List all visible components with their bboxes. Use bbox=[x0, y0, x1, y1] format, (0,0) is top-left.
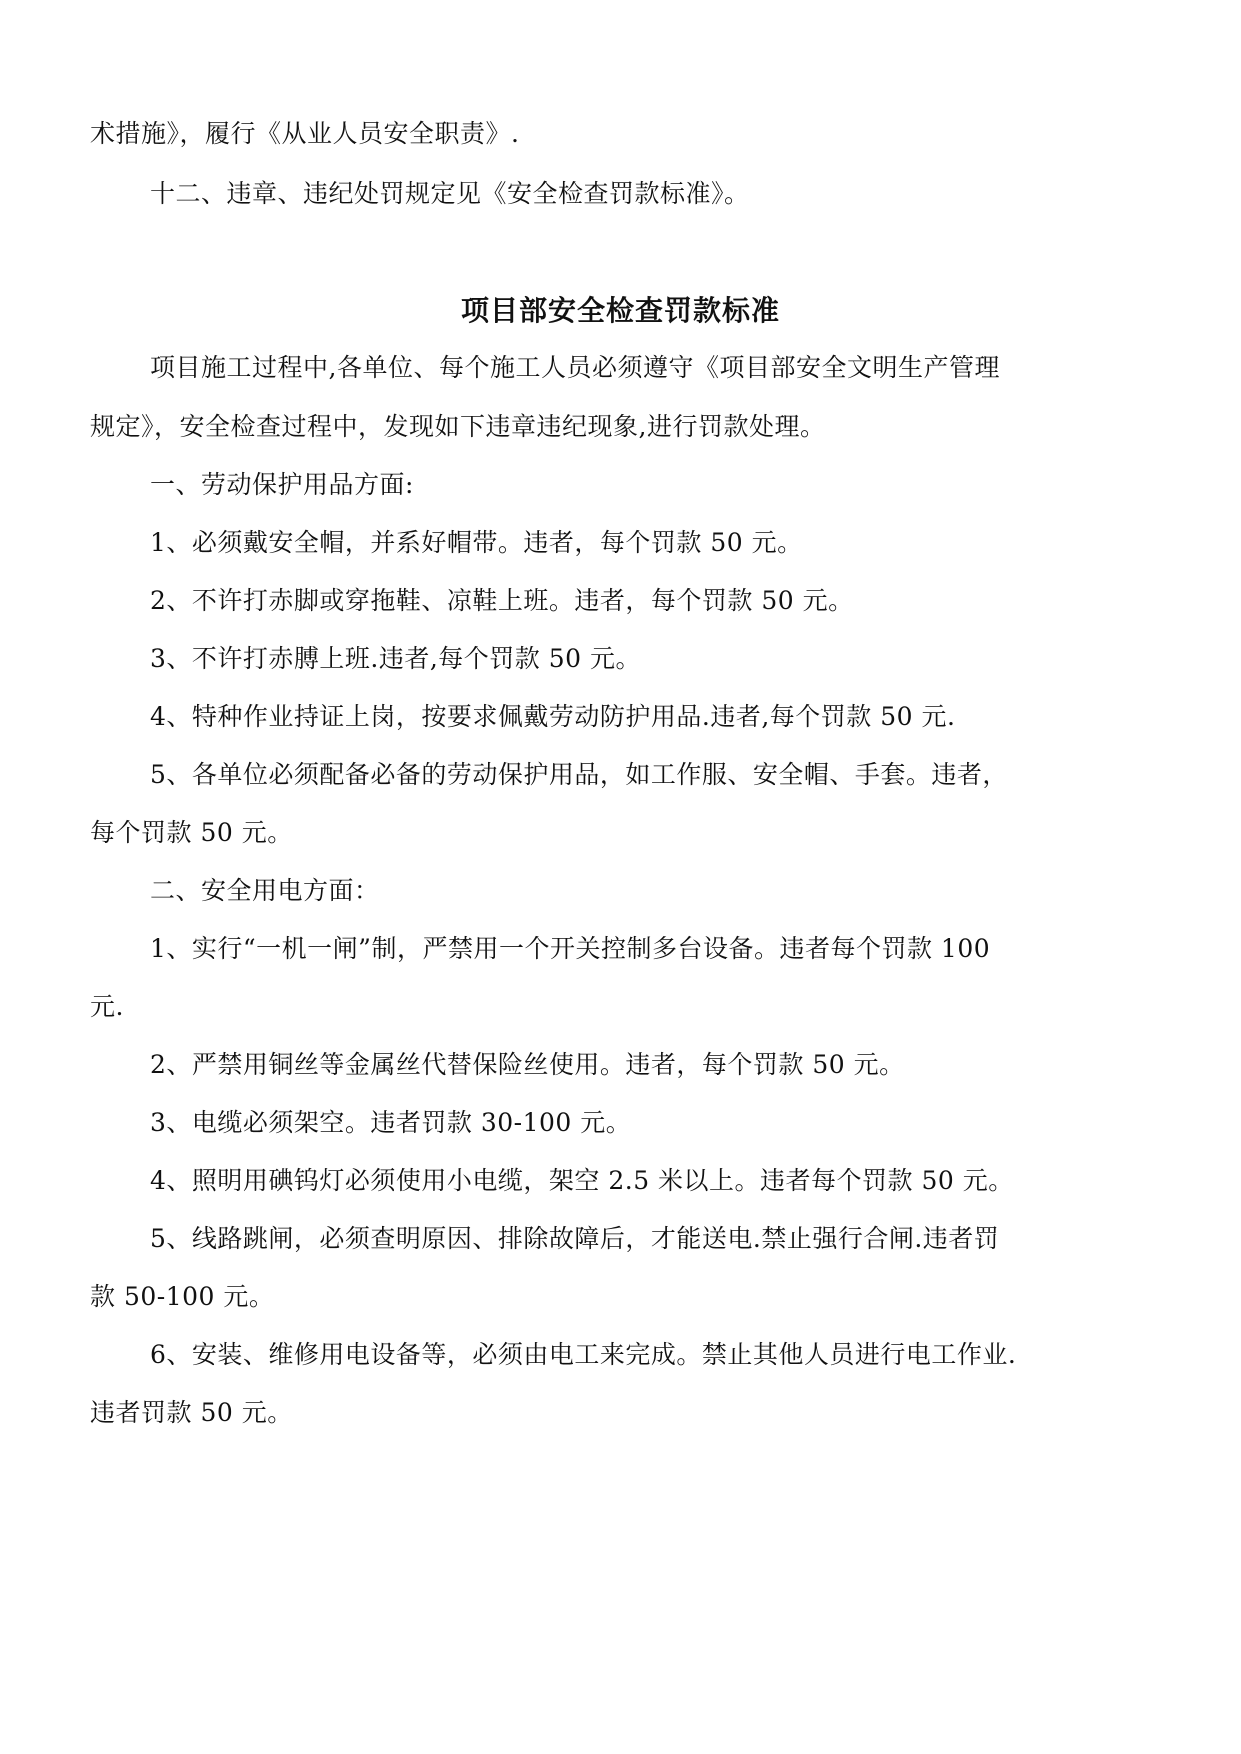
electric-item-3: 3、电缆必须架空。违者罚款 30-100 元。 bbox=[150, 1108, 632, 1137]
electric-item-5-line-1: 5、线路跳闸，必须查明原因、排除故障后，才能送电.禁止强行合闸.违者罚 bbox=[150, 1224, 1000, 1253]
electric-item-1-line-1: 1、实行“一机一闸”制，严禁用一个开关控制多台设备。违者每个罚款 100 bbox=[150, 934, 991, 963]
intro-paragraph-line-1: 项目施工过程中,各单位、每个施工人员必须遵守《项目部安全文明生产管理 bbox=[150, 353, 1000, 382]
electric-item-2: 2、严禁用铜丝等金属丝代替保险丝使用。违者，每个罚款 50 元。 bbox=[150, 1050, 905, 1079]
ppe-item-3: 3、不许打赤膊上班.违者,每个罚款 50 元。 bbox=[150, 644, 642, 673]
electric-item-6-line-2: 违者罚款 50 元。 bbox=[90, 1398, 293, 1427]
intro-paragraph-line-2: 规定》，安全检查过程中，发现如下违章违纪现象,进行罚款处理。 bbox=[90, 412, 826, 441]
continuation-line: 术措施》，履行《从业人员安全职责》. bbox=[90, 119, 520, 148]
electric-item-5-line-2: 款 50-100 元。 bbox=[90, 1282, 275, 1311]
electric-item-4: 4、照明用碘钨灯必须使用小电缆，架空 2.5 米以上。违者每个罚款 50 元。 bbox=[150, 1166, 1014, 1195]
electric-heading: 二、安全用电方面： bbox=[150, 876, 380, 905]
ppe-heading: 一、劳动保护用品方面: bbox=[150, 470, 414, 499]
electric-item-1-line-2: 元. bbox=[90, 992, 124, 1021]
electric-item-6-line-1: 6、安装、维修用电设备等，必须由电工来完成。禁止其他人员进行电工作业. bbox=[150, 1340, 1017, 1369]
ppe-item-5-line-1: 5、各单位必须配备必备的劳动保护用品，如工作服、安全帽、手套。违者， bbox=[150, 760, 1008, 789]
item-twelve: 十二、违章、违纪处罚规定见《安全检查罚款标准》。 bbox=[150, 179, 750, 208]
ppe-item-1: 1、必须戴安全帽，并系好帽带。违者，每个罚款 50 元。 bbox=[150, 528, 803, 557]
ppe-item-4: 4、特种作业持证上岗，按要求佩戴劳动防护用品.违者,每个罚款 50 元. bbox=[150, 702, 956, 731]
ppe-item-2: 2、不许打赤脚或穿拖鞋、凉鞋上班。违者，每个罚款 50 元。 bbox=[150, 586, 854, 615]
ppe-item-5-line-2: 每个罚款 50 元。 bbox=[90, 818, 293, 847]
section-title: 项目部安全检查罚款标准 bbox=[460, 294, 780, 327]
